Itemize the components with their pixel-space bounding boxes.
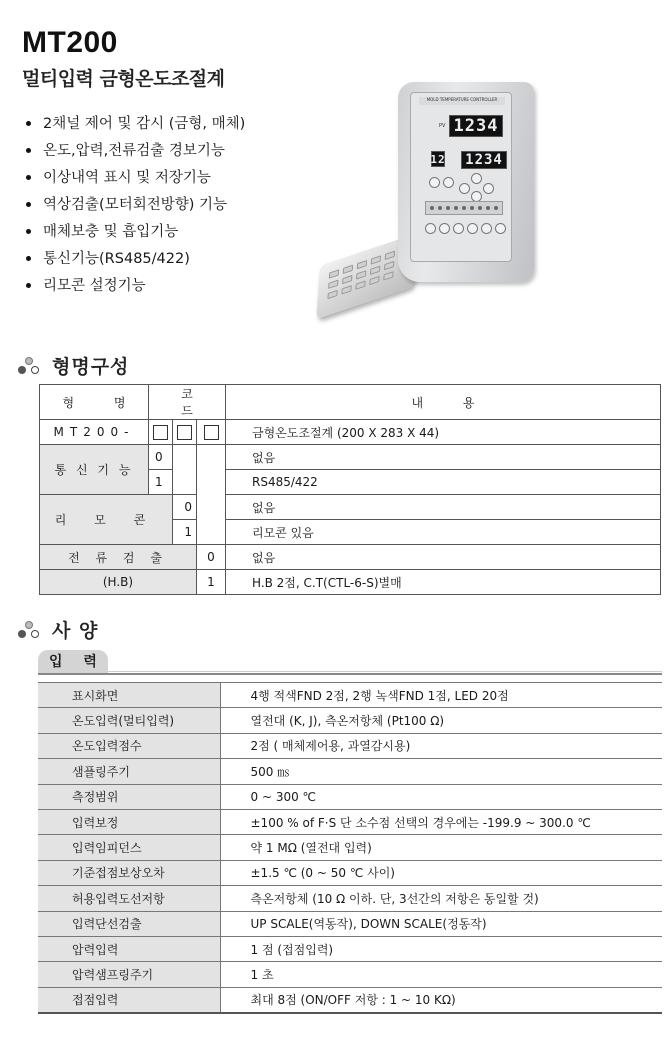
feature-item: 이상내역 표시 및 저장기능 xyxy=(24,164,245,191)
input-tab-label: 입 력 xyxy=(38,650,108,674)
device-header-label: MOLD TEMPERATURE CONTROLLER xyxy=(419,97,505,105)
spec-row: 온도입력(멀티입력) 열전대 (K, J), 측온저항체 (Pt100 Ω) xyxy=(38,708,662,733)
bullet-icon xyxy=(26,202,31,207)
bullet-icon xyxy=(26,175,31,180)
spec-row: 기준접점보상오차 ±1.5 ℃ (0 ~ 50 ℃ 사이) xyxy=(38,860,662,885)
bullet-icon xyxy=(26,283,31,288)
spec-row: 허용입력도선저항 측온저항체 (10 Ω 이하. 단, 3선간의 저항은 동일할 것) xyxy=(38,886,662,911)
section-bullet-icon xyxy=(18,357,40,375)
header-model: 형 명 xyxy=(40,385,149,420)
comm-label: 통 신 기 능 xyxy=(40,445,149,495)
spec-section-heading: 사 양 xyxy=(18,616,98,643)
remote-label: 리 모 콘 xyxy=(40,495,173,545)
feature-item: 2채널 제어 및 감시 (금형, 매체) xyxy=(24,110,245,137)
spec-row: 입력보정 ±100 % of F·S 단 소수점 선택의 경우에는 -199.9 ~ 300.0 ℃ xyxy=(38,809,662,834)
spec-row: 압력샘프링주기 1 초 xyxy=(38,962,662,987)
feature-item: 리모콘 설정기능 xyxy=(24,272,245,299)
model-desc: 금형온도조절계 (200 X 283 X 44) xyxy=(226,420,661,445)
spec-row: 입력임피던스 약 1 MΩ (열전대 입력) xyxy=(38,835,662,860)
device-front-panel: MOLD TEMPERATURE CONTROLLER PV 1234 12 1234 xyxy=(410,92,512,262)
product-model: MT200 xyxy=(22,26,118,59)
bullet-icon xyxy=(26,148,31,153)
channel-display: 12 xyxy=(430,152,446,166)
spec-table xyxy=(38,682,662,1014)
header-code: 코 드 xyxy=(149,385,226,420)
feature-item: 매체보충 및 흡입기능 xyxy=(24,218,245,245)
feature-item: 역상검출(모터회전방향) 기능 xyxy=(24,191,245,218)
current-label: 전 류 검 출 xyxy=(40,545,197,570)
spec-row: 접점입력 최대 8점 (ON/OFF 저항 : 1 ~ 10 KΩ) xyxy=(38,987,662,1012)
feature-item: 온도,압력,전류검출 경보기능 xyxy=(24,137,245,164)
current-sub-label: (H.B) xyxy=(40,570,197,595)
controller-device-image xyxy=(398,82,534,282)
spec-row: 샘플링주기 500 ㎳ xyxy=(38,759,662,784)
feature-item: 통신기능(RS485/422) xyxy=(24,245,245,272)
sv-display: 1234 xyxy=(461,151,507,169)
feature-list xyxy=(24,110,245,299)
bullet-icon xyxy=(26,256,31,261)
section-bullet-icon xyxy=(18,621,40,639)
header-content: 내 용 xyxy=(226,385,661,420)
bullet-icon xyxy=(26,121,31,126)
spec-row: 표시화면 4행 적색FND 2점, 2행 녹색FND 1점, LED 20점 xyxy=(38,683,662,708)
part-number-table: 형 명 코 드 내 용 MT200- 금형온도조절계 (200 X 283 X 44) 통 신 기 능 0 없음 1 RS485/422 리 모 콘 0 없음 1 리모콘 있음 전 류 검 출 0 없음 (H.B) 1 H.B 2점, C.T(CTL-6-S)별매 xyxy=(39,384,661,595)
spec-row: 온도입력점수 2점 ( 매체제어용, 과열감시용) xyxy=(38,733,662,758)
part-section-heading: 형명구성 xyxy=(18,352,129,379)
pv-display: 1234 xyxy=(449,115,503,137)
spec-row: 측정범위 0 ~ 300 ℃ xyxy=(38,784,662,809)
spec-row: 압력입력 1 점 (접점입력) xyxy=(38,936,662,961)
led-indicator-row xyxy=(425,201,503,215)
product-name: 멀티입력 금형온도조절계 xyxy=(22,68,225,90)
model-code: MT200- xyxy=(40,420,149,445)
bullet-icon xyxy=(26,229,31,234)
spec-row: 입력단선검출 UP SCALE(역동작), DOWN SCALE(정동작) xyxy=(38,911,662,936)
